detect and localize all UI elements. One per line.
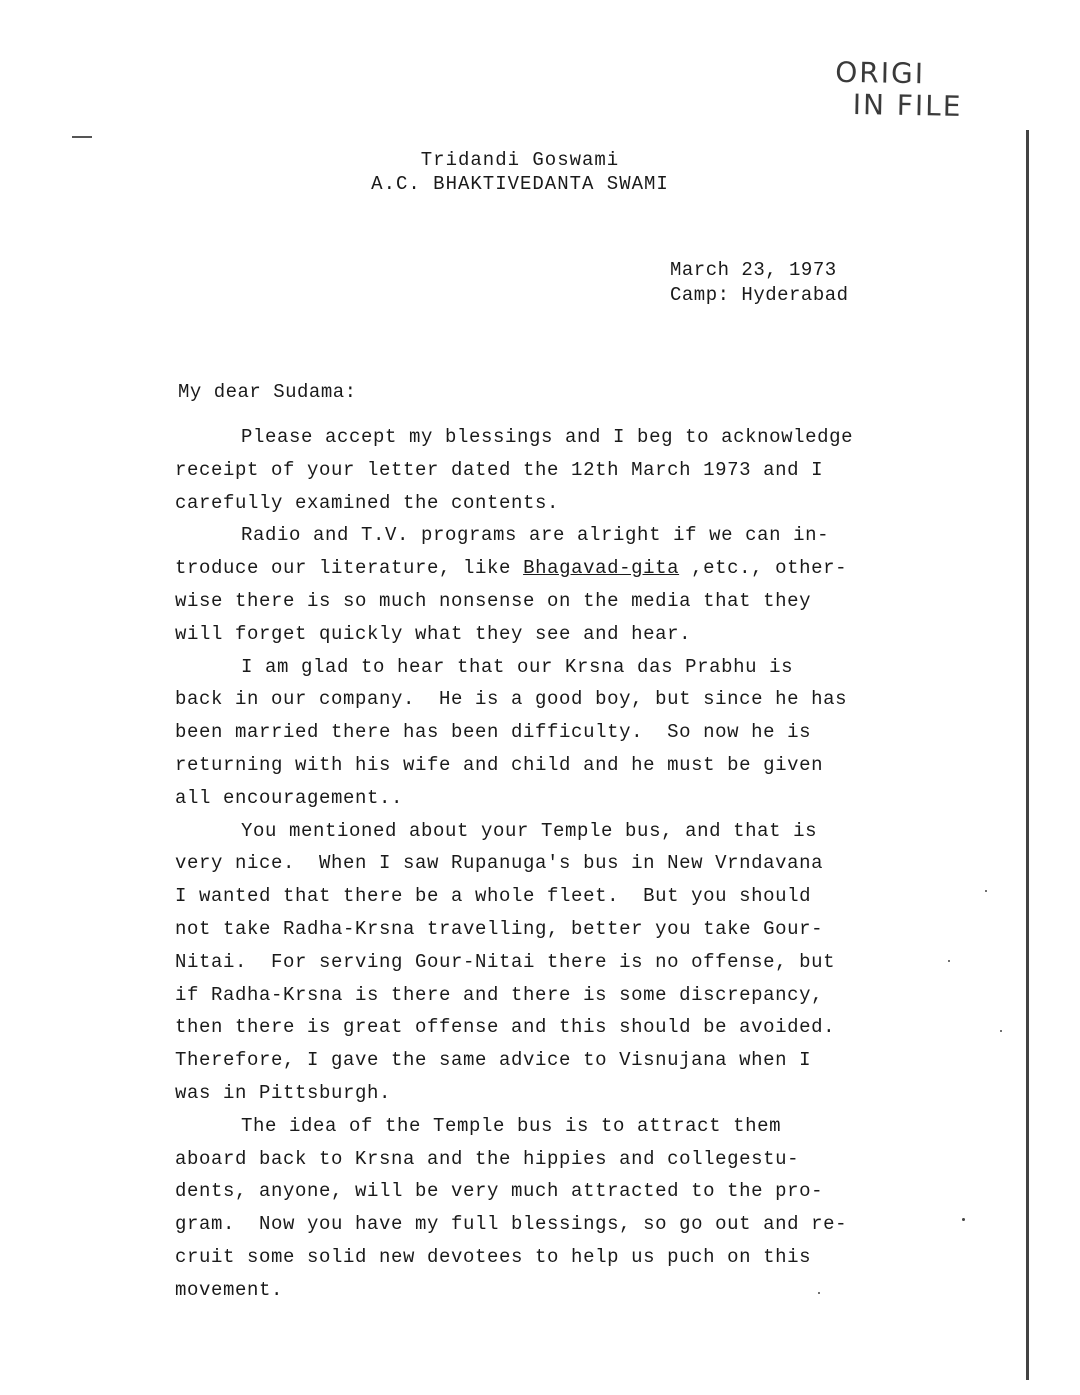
body-line: all encouragement..	[175, 786, 404, 809]
body-text: ,etc., other-	[679, 557, 848, 580]
body-line: if Radha-Krsna is there and there is some discrepancy,	[175, 983, 824, 1006]
body-line: wise there is so much nonsense on the media that they	[175, 589, 812, 612]
scan-speck	[818, 1292, 820, 1294]
stamp-line-2: IN FILE	[852, 88, 963, 123]
scan-edge-line	[1026, 130, 1029, 1380]
body-line: returning with his wife and child and he must be given	[175, 753, 824, 776]
body-line: was in Pittsburgh.	[175, 1081, 392, 1104]
letterhead-name: A.C. BHAKTIVEDANTA SWAMI	[371, 173, 669, 195]
letter-date: March 23, 1973	[670, 259, 837, 281]
letter-location: Camp: Hyderabad	[670, 284, 849, 306]
body-line: Nitai. For serving Gour-Nitai there is no offense, but	[175, 950, 836, 973]
scan-speck	[962, 1218, 965, 1221]
letterhead-title: Tridandi Goswami	[420, 149, 620, 171]
body-line: Please accept my blessings and I beg to acknowledge	[241, 426, 854, 448]
letterhead	[300, 148, 740, 196]
body-line: been married there has been difficulty. So now he is	[175, 721, 812, 744]
body-line: The idea of the Temple bus is to attract them	[241, 1114, 782, 1137]
body-line: then there is great offense and this should be avoided.	[175, 1016, 836, 1039]
body-line: cruit some solid new devotees to help us puch on this	[175, 1245, 812, 1268]
salutation: My dear Sudama:	[178, 381, 357, 403]
body-line: will forget quickly what they see and hear.	[175, 622, 692, 645]
body-line: very nice. When I saw Rupanuga's bus in New Vrndavana	[175, 852, 824, 875]
body-line: Radio and T.V. programs are alright if we can in-	[241, 524, 830, 547]
body-line: aboard back to Krsna and the hippies and collegestu-	[175, 1147, 800, 1170]
body-line: You mentioned about your Temple bus, and that is	[241, 819, 818, 842]
body-line	[175, 552, 935, 585]
body-line: not take Radha-Krsna travelling, better you take Gour-	[175, 917, 824, 940]
letter-body	[175, 421, 935, 1307]
body-line: receipt of your letter dated the 12th March 1973 and I	[175, 458, 824, 481]
scan-speck	[1000, 1030, 1002, 1032]
book-title: Bhagavad-gita	[523, 557, 680, 580]
scan-speck	[985, 890, 987, 892]
stamp-line-1: ORIGI	[835, 55, 926, 91]
body-line: back in our company. He is a good boy, but since he has	[175, 688, 848, 711]
scan-speck	[948, 960, 950, 962]
body-line: carefully examined the contents.	[175, 491, 560, 514]
body-line: Therefore, I gave the same advice to Visnujana when I	[175, 1049, 812, 1072]
body-line: gram. Now you have my full blessings, so go out and re-	[175, 1213, 848, 1236]
body-line: movement.	[175, 1278, 284, 1301]
original-in-file-stamp	[834, 57, 985, 124]
body-line: dents, anyone, will be very much attracted to the pro-	[175, 1180, 824, 1203]
body-text: troduce our literature, like	[175, 557, 524, 580]
body-line: I wanted that there be a whole fleet. But you should	[175, 885, 812, 908]
body-line: I am glad to hear that our Krsna das Prabhu is	[241, 655, 794, 678]
margin-mark	[72, 136, 92, 138]
dateline	[670, 258, 849, 308]
